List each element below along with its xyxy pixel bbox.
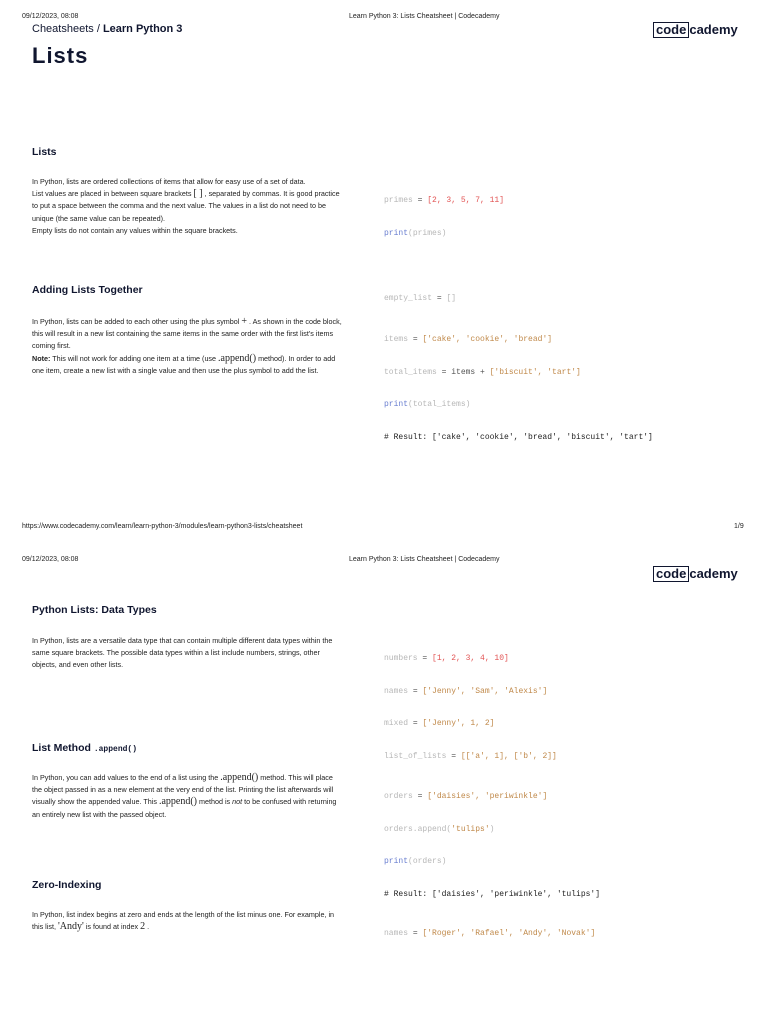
section-heading-lists: Lists [32,146,57,158]
code-line: list_of_lists = [['a', 1], ['b', 2]] [384,752,557,762]
breadcrumb-learn-python-3[interactable]: Learn Python 3 [102,23,183,35]
lists-p3: Empty lists do not contain any values within the square brackets. [32,225,238,235]
code-block-zeroindex [384,910,595,959]
breadcrumb [32,23,182,35]
section-append-description [32,772,344,821]
lists-p2a: List values are placed in between square brackets [32,189,194,199]
plus-code: + [241,316,248,327]
section-heading-append [32,742,137,754]
print-doc-title: Learn Python 3: Lists Cheatsheet | Codecademy [349,13,500,20]
append-heading-text: List Method [32,742,94,754]
section-adding-description [32,316,344,377]
lists-p1: In Python, lists are ordered collections of items that allow for easy use of a set of data. [32,177,306,186]
footer-url[interactable]: https://www.codecademy.com/learn/learn-python-3/modules/learn-python3-lists/cheatsheet [22,523,303,530]
code-block-datatypes [384,635,557,782]
logo-rest: cademy [689,22,738,37]
logo-boxed: code [653,566,689,582]
lists-p2b: , separated by commas. It is good practice to put a space between the comma and the next value. The values in a list do not need to be unique (the same value can be repeated). [32,189,340,223]
adding-p2: Note: This will not work for adding one item at a time (use .append() method). In order to add one item, create a new list with a single value and then use the plus symbol to add the list. [32,352,336,375]
code-line: items = ['cake', 'cookie', 'bread'] [384,335,553,345]
section-heading-data-types: Python Lists: Data Types [32,604,157,616]
code-block-append [384,773,600,920]
lists-brackets-code: [ ] [193,188,203,200]
print-date: 09/12/2023, 08:08 [22,13,79,20]
code-line: print(total_items) [384,400,471,410]
logo-rest: cademy [689,566,738,581]
logo-boxed: code [653,22,689,38]
section-zeroindex-description [32,909,344,933]
code-line: names = ['Jenny', 'Sam', 'Alexis'] [384,686,548,696]
codecademy-logo[interactable] [653,22,738,38]
zeroindex-p1: In Python, list index begins at zero and ends at the length of the list minus one. For example, in this list, 'Andy' is found at index 2 . [32,910,335,933]
section-heading-zero-indexing: Zero-Indexing [32,879,102,891]
code-line-blank [384,258,504,274]
code-line: # Result: ['daisies', 'periwinkle', 'tulips'] [384,890,601,900]
code-line: numbers = [1, 2, 3, 4, 10] [384,654,509,664]
breadcrumb-cheatsheets[interactable]: Cheatsheets [32,23,94,35]
code-line: names = ['Roger', 'Rafael', 'Andy', 'Novak'] [384,929,596,939]
append-p1: In Python, you can add values to the end of a list using the .append() method. This will place the object passed in as a new element at the very end of the list. Printing the list afterwards will visually show the appended value. This .append() method is not to be confused with returning an entirely new list with the passed object. [32,772,337,819]
code-block-lists [384,177,504,324]
section-datatypes-description [32,635,344,672]
adding-p1: In Python, lists can be added to each other using the plus symbol + . As shown in the code block, this will result in a new list containing the same items in the same order with the first list’s items coming first. [32,316,342,351]
print-doc-title-page2: Learn Python 3: Lists Cheatsheet | Codecademy [349,556,500,563]
code-line: # Result: ['cake', 'cookie', 'bread', 'biscuit', 'tart'] [384,433,653,443]
lists-p2 [32,188,344,225]
footer-page-number: 1/9 [734,523,744,530]
section-heading-adding-lists: Adding Lists Together [32,284,143,296]
section-lists-description [32,176,344,237]
page-title-wrap [32,43,88,69]
append-code: .append() [218,352,257,364]
code-line: primes = [2, 3, 5, 7, 11] [384,196,505,206]
code-line: print(primes) [384,228,447,238]
print-date-page2: 09/12/2023, 08:08 [22,556,79,563]
code-line: mixed = ['Jenny', 1, 2] [384,719,495,729]
page-title: Lists [32,43,89,68]
code-line: orders = ['daisies', 'periwinkle'] [384,792,548,802]
code-block-adding [384,316,653,463]
codecademy-logo-page2[interactable] [653,566,738,582]
breadcrumb-separator: / [93,23,103,35]
datatypes-p1: In Python, lists are a versatile data type that can contain multiple different data types within the same square brackets. The possible data types within a list include numbers, strings, other objects, and even other lists. [32,636,333,670]
code-line: total_items = items + ['biscuit', 'tart'] [384,367,581,377]
code-line: orders.append('tulips') [384,824,495,834]
note-label: Note: [32,353,51,363]
code-line: print(orders) [384,857,447,867]
append-heading-code: .append() [93,745,138,754]
code-line: empty_list = [] [384,294,457,304]
